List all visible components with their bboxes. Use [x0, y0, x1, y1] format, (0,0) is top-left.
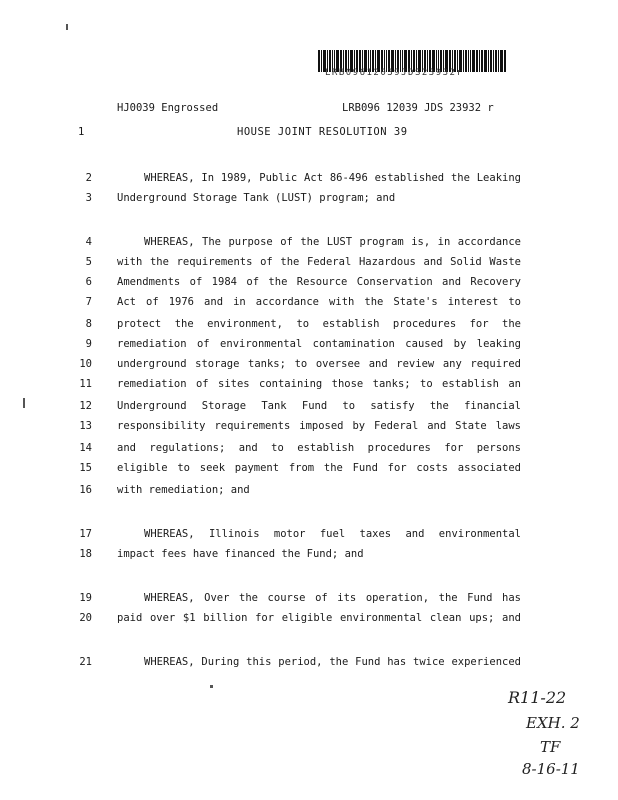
text-line [0, 338, 618, 352]
line-number: 9 [85, 338, 92, 350]
line-number: 12 [79, 400, 92, 412]
line-number: 19 [79, 592, 92, 604]
line-number: 6 [85, 276, 92, 288]
line-text: with remediation; and [117, 484, 250, 496]
line-text: WHEREAS, Illinois motor fuel taxes and environmental [144, 528, 521, 540]
line-text: responsibility requirements imposed by Federal and State laws [117, 420, 521, 432]
scan-speck [23, 398, 25, 408]
line-text: Act of 1976 and in accordance with the State's interest to [117, 296, 521, 308]
line-number: 20 [79, 612, 92, 624]
text-line [0, 358, 618, 372]
line-text: protect the environment, to establish procedures for the [117, 318, 521, 330]
line-number: 2 [85, 172, 92, 184]
line-text: eligible to seek payment from the Fund for costs associated [117, 462, 521, 474]
line-number: 13 [79, 420, 92, 432]
line-number: 1 [78, 126, 85, 138]
line-text: impact fees have financed the Fund; and [117, 548, 364, 560]
line-number: 7 [85, 296, 92, 308]
text-line [0, 236, 618, 250]
text-line [0, 420, 618, 434]
text-line [0, 484, 618, 498]
handwritten-initials: TF [540, 738, 561, 756]
line-text: Underground Storage Tank (LUST) program; and [117, 192, 396, 204]
scan-speck [210, 685, 213, 688]
line-text: with the requirements of the Federal Hazardous and Solid Waste [117, 256, 521, 268]
line-number: 3 [85, 192, 92, 204]
line-number: 21 [79, 656, 92, 668]
line-text: WHEREAS, During this period, the Fund has twice experienced [144, 656, 521, 668]
text-line [0, 276, 618, 290]
text-line [0, 192, 618, 206]
line-text: paid over $1 billion for eligible environmental clean ups; and [117, 612, 521, 624]
line-text: WHEREAS, In 1989, Public Act 86-496 established the Leaking [144, 172, 521, 184]
handwritten-exhibit-label: EXH. 2 [526, 714, 580, 732]
text-line [0, 462, 618, 476]
text-line [0, 400, 618, 414]
line-text: remediation of environmental contamination caused by leaking [117, 338, 521, 350]
scan-speck [66, 24, 68, 30]
line-text: WHEREAS, Over the course of its operation, the Fund has [144, 592, 521, 604]
line-text: Amendments of 1984 of the Resource Conservation and Recovery [117, 276, 521, 288]
line-text: and regulations; and to establish procedures for persons [117, 442, 521, 454]
text-line [0, 528, 618, 542]
line-number: 4 [85, 236, 92, 248]
text-line [0, 378, 618, 392]
text-line [0, 296, 618, 310]
header-bill-label: HJ0039 Engrossed [117, 102, 219, 114]
line-number: 15 [79, 462, 92, 474]
text-line [0, 656, 618, 670]
header-lrb-number: LRB096 12039 JDS 23932 r [342, 102, 494, 114]
line-number: 5 [85, 256, 92, 268]
text-line [0, 256, 618, 270]
line-number: 14 [79, 442, 92, 454]
line-number: 18 [79, 548, 92, 560]
handwritten-exhibit-number: R11-22 [508, 688, 567, 707]
resolution-title: HOUSE JOINT RESOLUTION 39 [237, 126, 408, 138]
text-line [0, 442, 618, 456]
line-text: underground storage tanks; to oversee and review any required [117, 358, 521, 370]
handwritten-date: 8-16-11 [522, 760, 580, 778]
text-line [0, 172, 618, 186]
line-number: 17 [79, 528, 92, 540]
line-text: remediation of sites containing those tanks; to establish an [117, 378, 521, 390]
line-number: 10 [79, 358, 92, 370]
text-line [0, 318, 618, 332]
line-text: Underground Storage Tank Fund to satisfy the financial [117, 400, 521, 412]
text-line [0, 612, 618, 626]
line-number: 8 [85, 318, 92, 330]
line-number: 16 [79, 484, 92, 496]
text-line [0, 548, 618, 562]
line-number: 11 [79, 378, 92, 390]
barcode-text: LRB09612039JDS23932r [325, 68, 464, 78]
text-line [0, 592, 618, 606]
line-text: WHEREAS, The purpose of the LUST program is, in accordance [144, 236, 521, 248]
